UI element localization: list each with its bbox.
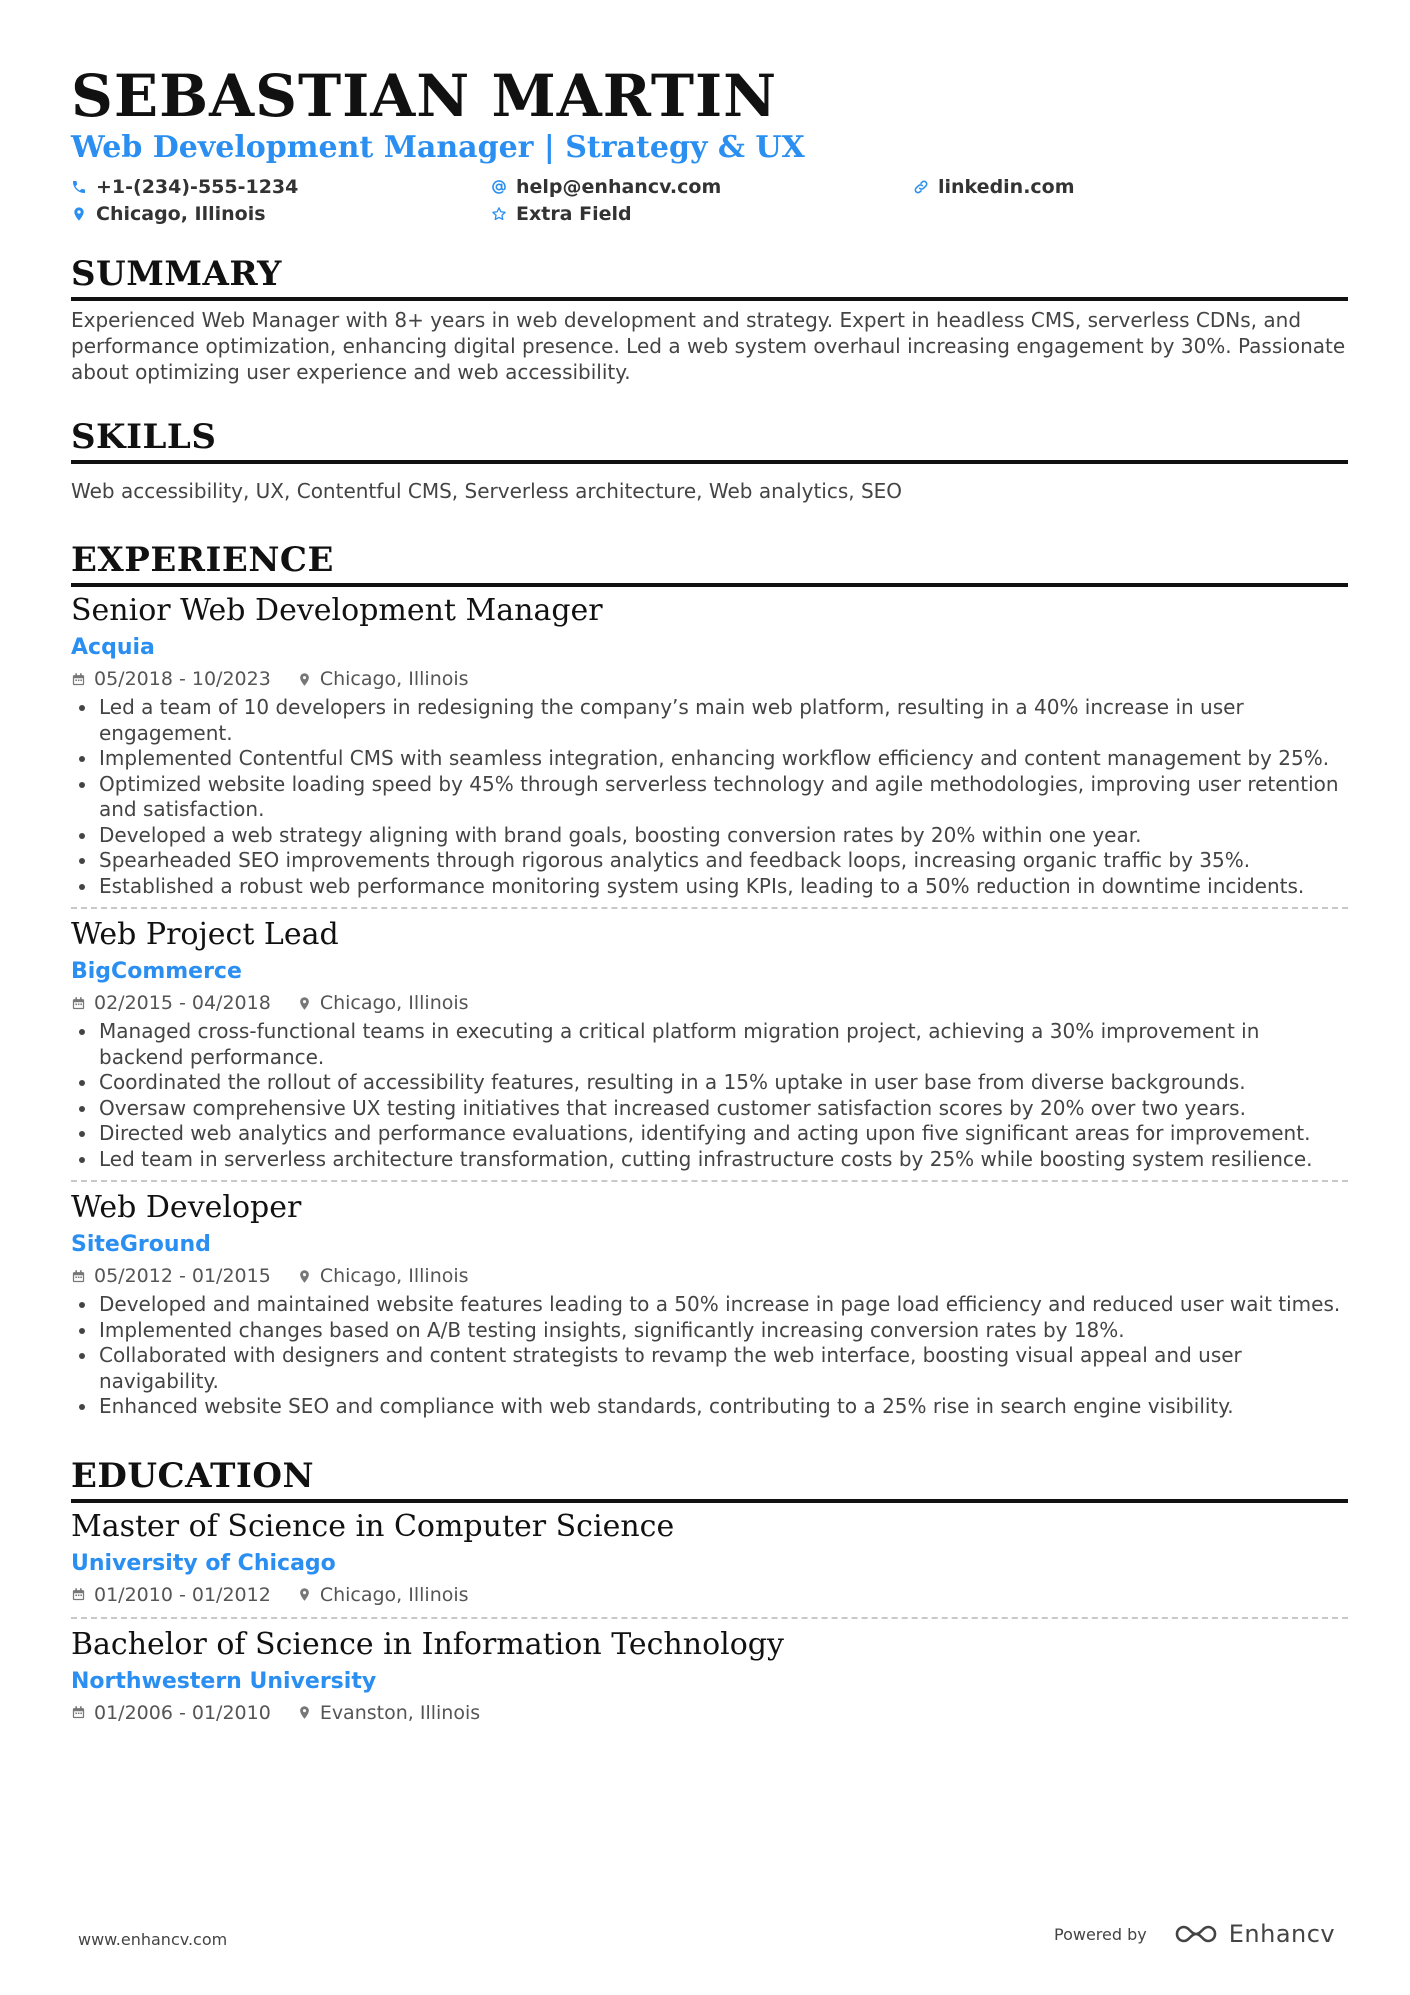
map-pin-icon: [297, 672, 312, 687]
education-entry: [71, 1507, 1348, 1609]
experience-title: EXPERIENCE: [71, 540, 334, 580]
experience-entry: [71, 1188, 1348, 1420]
summary-title: SUMMARY: [71, 254, 282, 294]
calendar-icon: [71, 672, 86, 687]
education-entry: [71, 1625, 1348, 1727]
bullet-item: Established a robust web performance monitoring system using KPIs, leading to a 50% reduction in downtime incidents.: [71, 874, 1348, 900]
job-meta: [71, 665, 1348, 693]
company-name: BigCommerce: [71, 959, 242, 984]
bullet-item: Optimized website loading speed by 45% through serverless technology and agile methodologies, improving user retention and satisfaction.: [71, 772, 1348, 823]
extra-text: Extra Field: [516, 203, 632, 225]
footer-website[interactable]: www.enhancv.com: [78, 1930, 228, 1949]
job-title: Senior Web Development Manager: [71, 593, 603, 628]
experience-section: [71, 538, 1348, 1420]
company-name: SiteGround: [71, 1232, 211, 1257]
bullet-item: Directed web analytics and performance evaluations, identifying and acting upon five significant areas for improvement.: [71, 1121, 1348, 1147]
education-dates: 01/2010 - 01/2012: [94, 1583, 271, 1606]
education-section: [71, 1454, 1348, 1727]
degree-title: Master of Science in Computer Science: [71, 1508, 675, 1544]
star-icon: [491, 206, 507, 222]
email-text: help@enhancv.com: [516, 176, 722, 198]
entry-divider: [71, 1180, 1348, 1182]
bullet-item: Collaborated with designers and content strategists to revamp the web interface, boosting visual appeal and user navigability.: [71, 1343, 1348, 1394]
resume-page: [71, 62, 1348, 1727]
contact-extra: [491, 201, 632, 227]
company-name: Acquia: [71, 635, 155, 660]
education-title: EDUCATION: [71, 1455, 315, 1496]
calendar-icon: [71, 1587, 86, 1602]
map-pin-icon: [71, 206, 87, 222]
job-dates: 05/2018 - 10/2023: [94, 668, 271, 690]
education-dates: 01/2006 - 01/2010: [94, 1701, 271, 1724]
job-dates: 02/2015 - 04/2018: [94, 992, 271, 1014]
degree-title: Bachelor of Science in Information Technology: [71, 1626, 784, 1662]
bullet-item: Managed cross-functional teams in executing a critical platform migration project, achieving a 30% improvement in backend performance.: [71, 1019, 1348, 1070]
education-meta: [71, 1699, 1348, 1727]
footer-branding: [1054, 1920, 1335, 1948]
linkedin-text: linkedin.com: [938, 176, 1075, 198]
school-name: University of Chicago: [71, 1550, 336, 1576]
job-title: Web Developer: [71, 1190, 302, 1225]
school-name: Northwestern University: [71, 1668, 377, 1694]
enhancv-logo-icon: [1173, 1922, 1219, 1946]
job-meta: [71, 1262, 1348, 1290]
candidate-headline: Web Development Manager | Strategy & UX: [71, 130, 805, 165]
summary-text: Experienced Web Manager with 8+ years in web development and strategy. Expert in headless CMS, serverless CDNs, and performance optimization, enhancing digital presence. Led a web system overhaul increasing engagement by 30%. Passionate about optimizing user experience and web accessibility.: [71, 308, 1346, 384]
education-meta: [71, 1581, 1348, 1609]
phone-icon: [71, 179, 87, 195]
bullet-item: Led a team of 10 developers in redesigning the company’s main web platform, resulting in a 40% increase in user engagement.: [71, 695, 1348, 746]
skills-title: SKILLS: [71, 417, 217, 457]
education-location: Evanston, Illinois: [319, 1701, 481, 1724]
bullet-item: Enhanced website SEO and compliance with web standards, contributing to a 25% rise in search engine visibility.: [71, 1394, 1348, 1420]
job-bullets: [71, 1019, 1348, 1172]
job-meta: [71, 989, 1348, 1017]
contact-phone: [71, 174, 298, 200]
job-location: Chicago, Illinois: [319, 992, 469, 1014]
job-bullets: [71, 1292, 1348, 1420]
map-pin-icon: [297, 1269, 312, 1284]
contact-email[interactable]: [491, 174, 721, 200]
job-bullets: [71, 695, 1348, 899]
powered-by-label: Powered by: [1054, 1924, 1147, 1944]
bullet-item: Coordinated the rollout of accessibility features, resulting in a 15% uptake in user base from diverse backgrounds.: [71, 1070, 1348, 1096]
bullet-item: Oversaw comprehensive UX testing initiatives that increased customer satisfaction scores by 20% over two years.: [71, 1096, 1348, 1122]
contact-info: [71, 170, 1348, 226]
contact-linkedin[interactable]: [913, 174, 1075, 200]
bullet-item: Developed and maintained website features leading to a 50% increase in page load efficiency and reduced user wait times.: [71, 1292, 1348, 1318]
brand-name: Enhancv: [1228, 1920, 1336, 1948]
entry-divider: [71, 907, 1348, 909]
bullet-item: Led team in serverless architecture transformation, cutting infrastructure costs by 25% while boosting system resilience.: [71, 1147, 1348, 1173]
calendar-icon: [71, 996, 86, 1011]
section-divider: [71, 297, 1348, 301]
bullet-item: Developed a web strategy aligning with brand goals, boosting conversion rates by 20% within one year.: [71, 823, 1348, 849]
map-pin-icon: [297, 996, 312, 1011]
bullet-item: Spearheaded SEO improvements through rigorous analytics and feedback loops, increasing organic traffic by 35%.: [71, 848, 1348, 874]
map-pin-icon: [297, 1705, 312, 1720]
calendar-icon: [71, 1269, 86, 1284]
experience-entry: [71, 915, 1348, 1172]
bullet-item: Implemented Contentful CMS with seamless integration, enhancing workflow efficiency and content management by 25%.: [71, 746, 1348, 772]
job-dates: 05/2012 - 01/2015: [94, 1265, 271, 1287]
skills-text: Web accessibility, UX, Contentful CMS, Serverless architecture, Web analytics, SEO: [71, 479, 903, 503]
section-divider: [71, 1499, 1348, 1503]
entry-divider: [71, 1617, 1348, 1619]
contact-location: [71, 201, 266, 227]
experience-entry: [71, 591, 1348, 899]
job-location: Chicago, Illinois: [319, 1265, 469, 1287]
location-text: Chicago, Illinois: [96, 203, 266, 225]
calendar-icon: [71, 1705, 86, 1720]
skills-section: [71, 415, 1348, 504]
map-pin-icon: [297, 1587, 312, 1602]
job-location: Chicago, Illinois: [319, 668, 469, 690]
candidate-name: SEBASTIAN MARTIN: [71, 62, 778, 130]
job-title: Web Project Lead: [71, 917, 339, 952]
summary-section: [71, 252, 1348, 385]
section-divider: [71, 583, 1348, 587]
phone-text: +1-(234)-555-1234: [96, 176, 299, 198]
at-sign-icon: [491, 179, 507, 195]
section-divider: [71, 460, 1348, 464]
link-icon: [913, 179, 929, 195]
bullet-item: Implemented changes based on A/B testing insights, significantly increasing conversion rates by 18%.: [71, 1318, 1348, 1344]
education-location: Chicago, Illinois: [319, 1583, 469, 1606]
